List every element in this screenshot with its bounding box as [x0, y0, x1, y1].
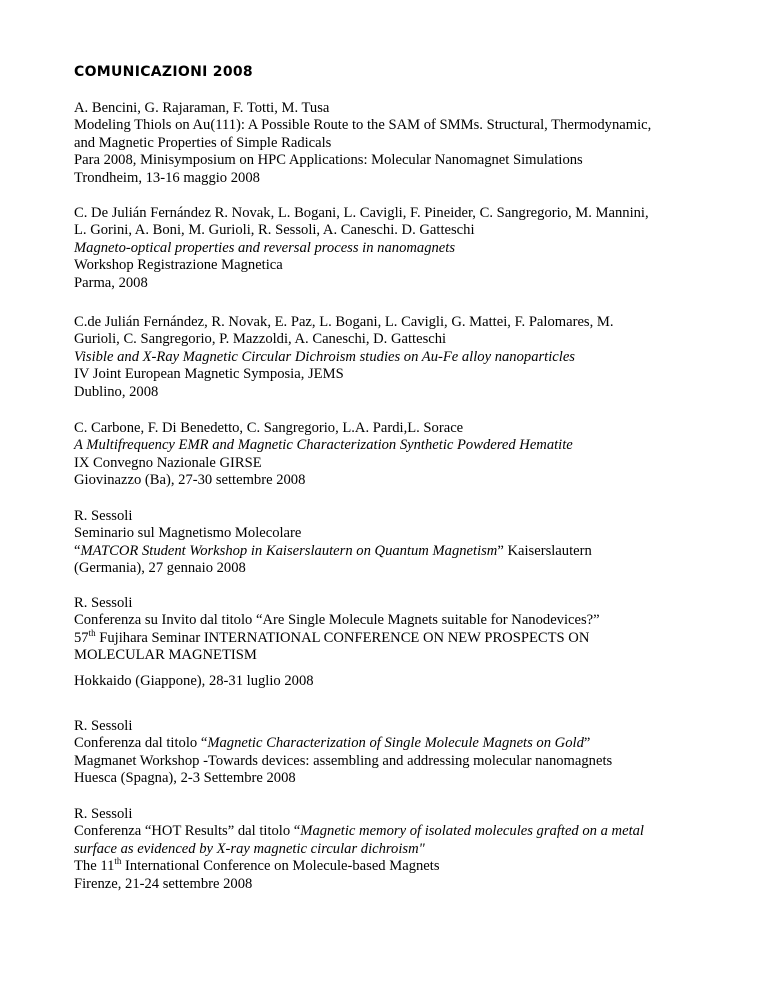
- entry-place-date: Huesca (Spagna), 2-3 Settembre 2008: [74, 770, 296, 787]
- entry-place-date: Trondheim, 13-16 maggio 2008: [74, 169, 260, 186]
- entry-event: [74, 858, 754, 875]
- entry-event: Seminario sul Magnetismo Molecolare: [74, 525, 302, 542]
- event-name: International Conference on Molecule-based Magnets: [121, 858, 440, 875]
- entry-authors: A. Bencini, G. Rajaraman, F. Totti, M. Tusa: [74, 100, 330, 116]
- event-name: Fujihara Seminar INTERNATIONAL CONFERENCE ON NEW PROSPECTS ON: [95, 629, 590, 646]
- entry-event: MOLECULAR MAGNETISM: [74, 647, 257, 664]
- entry-authors: L. Gorini, A. Boni, M. Gurioli, R. Sessoli, A. Caneschi. D. Gatteschi: [74, 222, 475, 239]
- entry-talk: Conferenza su Invito dal titolo “Are Single Molecule Magnets suitable for Nanodevices?”: [74, 612, 600, 629]
- entry-authors: R. Sessoli: [74, 595, 133, 611]
- talk-prefix: Conferenza “HOT Results” dal titolo “: [74, 823, 301, 840]
- communication-entry: [74, 205, 754, 292]
- entry-authors: C. De Julián Fernández R. Novak, L. Bogani, L. Cavigli, F. Pineider, C. Sangregorio, M. Mannini,: [74, 205, 649, 221]
- communication-entry: [74, 100, 754, 187]
- entry-authors: R. Sessoli: [74, 718, 133, 734]
- entry-event: IX Convegno Nazionale GIRSE: [74, 454, 262, 471]
- entry-place-date: Parma, 2008: [74, 274, 148, 291]
- entry-event: [74, 627, 754, 647]
- communication-entry: [74, 314, 754, 401]
- entry-authors: R. Sessoli: [74, 508, 133, 524]
- entry-title: MATCOR Student Workshop in Kaiserslautern on Quantum Magnetism: [80, 542, 498, 559]
- ordinal-suffix: th: [88, 627, 96, 638]
- entry-place-date: Giovinazzo (Ba), 27-30 settembre 2008: [74, 472, 306, 489]
- entry-event: Para 2008, Minisymposium on HPC Applications: Molecular Nanomagnet Simulations: [74, 152, 583, 169]
- entry-event: IV Joint European Magnetic Symposia, JEMS: [74, 366, 344, 383]
- communication-entry: [74, 806, 754, 893]
- talk-suffix: ”: [583, 735, 591, 752]
- communication-entry: [74, 718, 754, 788]
- entry-title: A Multifrequency EMR and Magnetic Characterization Synthetic Powdered Hematite: [74, 437, 573, 454]
- entry-event: Workshop Registrazione Magnetica: [74, 257, 283, 274]
- entry-title: and Magnetic Properties of Simple Radicals: [74, 134, 332, 151]
- page-title: COMUNICAZIONI 2008: [74, 64, 253, 80]
- entry-place-date: Firenze, 21-24 settembre 2008: [74, 875, 253, 892]
- entry-talk: [74, 735, 754, 752]
- entry-authors: C. Carbone, F. Di Benedetto, C. Sangregorio, L.A. Pardi,L. Sorace: [74, 420, 464, 436]
- entry-authors: C.de Julián Fernández, R. Novak, E. Paz, L. Bogani, L. Cavigli, G. Mattei, F. Palomares, M.: [74, 314, 614, 330]
- entry-talk: [74, 823, 754, 840]
- entry-place-date: Dublino, 2008: [74, 383, 159, 400]
- entry-authors: R. Sessoli: [74, 806, 133, 822]
- entry-title-line: [74, 543, 754, 560]
- talk-prefix: Conferenza dal titolo “: [74, 735, 208, 752]
- event-number: 57: [74, 629, 89, 646]
- ordinal-suffix: th: [114, 856, 122, 867]
- event-prefix: The 11: [74, 858, 115, 875]
- entry-title: Magnetic Characterization of Single Molecule Magnets on Gold: [207, 735, 584, 752]
- communication-entry: [74, 420, 754, 490]
- entry-authors: Gurioli, C. Sangregorio, P. Mazzoldi, A. Caneschi, D. Gatteschi: [74, 331, 447, 348]
- communication-entry: [74, 595, 754, 690]
- entry-title: Magnetic memory of isolated molecules grafted on a metal: [300, 823, 644, 840]
- entry-location-tail: ” Kaiserslautern: [497, 542, 592, 559]
- entry-title: Magneto-optical properties and reversal process in nanomagnets: [74, 239, 456, 256]
- entry-title: Visible and X-Ray Magnetic Circular Dichroism studies on Au-Fe alloy nanoparticles: [74, 348, 575, 365]
- entry-title: Modeling Thiols on Au(111): A Possible Route to the SAM of SMMs. Structural, Thermodynamic,: [74, 117, 652, 134]
- entry-title: surface as evidenced by X-ray magnetic circular dichroism": [74, 840, 425, 857]
- quote-mark: “: [74, 542, 81, 559]
- entry-place-date: Hokkaido (Giappone), 28-31 luglio 2008: [74, 672, 314, 689]
- entry-place-date: (Germania), 27 gennaio 2008: [74, 560, 246, 577]
- communication-entry: [74, 508, 754, 578]
- entry-event: Magmanet Workshop -Towards devices: assembling and addressing molecular nanomagnets: [74, 752, 613, 769]
